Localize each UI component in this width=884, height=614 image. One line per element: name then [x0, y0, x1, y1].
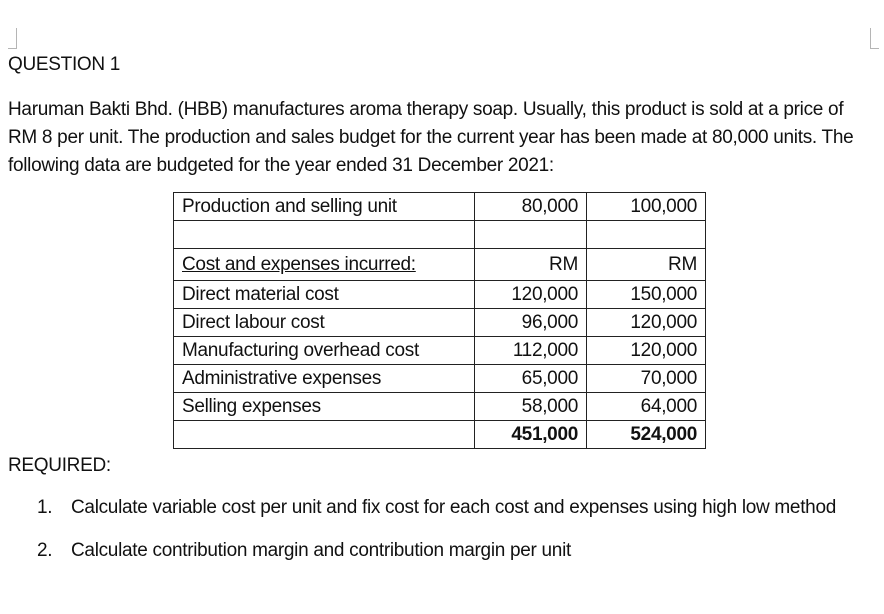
table-cell: 112,000 [475, 337, 587, 365]
table-cell: 150,000 [587, 281, 706, 309]
table-total-row [174, 421, 706, 449]
table-cell: 65,000 [475, 365, 587, 393]
table-row [174, 393, 706, 421]
table-cell: 100,000 [587, 193, 706, 221]
table-cell [174, 421, 475, 449]
table-cell: 70,000 [587, 365, 706, 393]
list-item [0, 494, 884, 522]
list-item-text: Calculate variable cost per unit and fix cost for each cost and expenses using high low method [71, 497, 836, 518]
table-cell: 120,000 [587, 337, 706, 365]
page-corner-marker-left [8, 28, 17, 49]
question-intro: Haruman Bakti Bhd. (HBB) manufactures aroma therapy soap. Usually, this product is sold at a price of RM 8 per unit. The production and sales budget for the current year has been made at 80,000 units. The following data are budgeted for the year ended 31 December 2021: [8, 99, 854, 176]
table-cell: Manufacturing overhead cost [174, 337, 475, 365]
list-item-number: 1. [37, 497, 53, 518]
table-header-row [174, 193, 706, 221]
table-row [174, 337, 706, 365]
table-cell: 451,000 [475, 421, 587, 449]
page-corner-marker-right [870, 28, 879, 49]
table-cell: Administrative expenses [174, 365, 475, 393]
table-cell: 524,000 [587, 421, 706, 449]
table-cell: Direct labour cost [174, 309, 475, 337]
table-cell: 120,000 [587, 309, 706, 337]
list-item [0, 537, 884, 565]
table-cell: Cost and expenses incurred: [174, 249, 475, 281]
table-cell: 58,000 [475, 393, 587, 421]
list-item-number: 2. [37, 540, 53, 561]
table-cell: RM [587, 249, 706, 281]
table-blank-row [174, 221, 706, 249]
budget-table [173, 192, 706, 449]
table-cell: Selling expenses [174, 393, 475, 421]
required-list [0, 494, 884, 580]
table-row [174, 281, 706, 309]
table-section-row [174, 249, 706, 281]
table-cell: 64,000 [587, 393, 706, 421]
table-cell: Direct material cost [174, 281, 475, 309]
table-cell [174, 221, 475, 249]
list-item-text: Calculate contribution margin and contribution margin per unit [71, 540, 571, 561]
table-cell: 120,000 [475, 281, 587, 309]
table-cell: RM [475, 249, 587, 281]
question-title: QUESTION 1 [8, 54, 121, 75]
table-cell: 96,000 [475, 309, 587, 337]
table-row [174, 309, 706, 337]
table-cell [475, 221, 587, 249]
table-cell: Production and selling unit [174, 193, 475, 221]
table-cell: 80,000 [475, 193, 587, 221]
table-row [174, 365, 706, 393]
table-cell [587, 221, 706, 249]
required-heading: REQUIRED: [8, 455, 111, 476]
